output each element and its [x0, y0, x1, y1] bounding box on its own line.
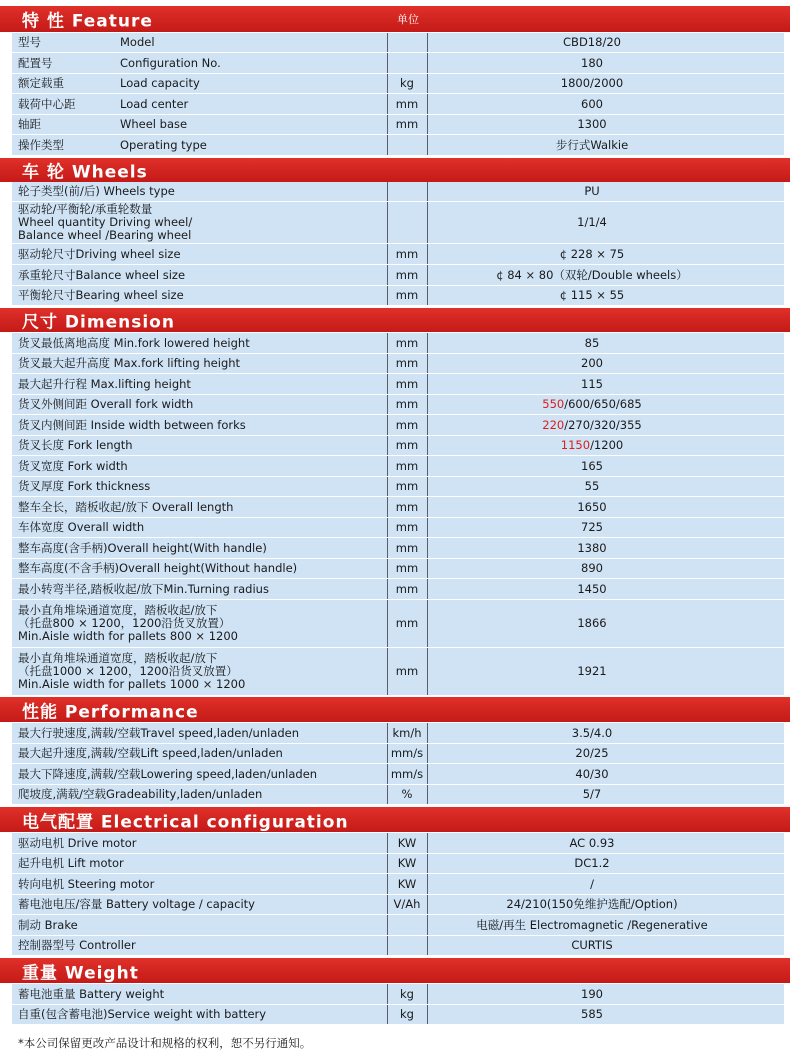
- row-value: 1921: [577, 664, 607, 678]
- table-row: [12, 456, 784, 477]
- row-value: 165: [581, 458, 603, 473]
- row-unit: mm: [395, 356, 419, 370]
- row-value: DC1.2: [574, 856, 610, 870]
- row-unit: [387, 915, 427, 935]
- table-row: [12, 182, 784, 202]
- table-row: [12, 1005, 784, 1025]
- row-label: 承重轮尺寸Balance wheel size: [18, 267, 186, 282]
- value-rest: /1200: [590, 438, 624, 452]
- row-value: 电磁/再生 Electromagnetic /Regenerative: [476, 917, 708, 932]
- row-unit: [387, 33, 427, 52]
- row-label: 驱动轮/平衡轮/承重轮数量 Wheel quantity Driving wheel/ Balance wheel /Bearing wheel: [18, 202, 193, 242]
- row-value: 600: [581, 96, 603, 111]
- row-label-wrap: [18, 648, 384, 695]
- row-label: 控制器型号 Controller: [18, 938, 136, 952]
- row-label: 货叉长度 Fork length: [18, 438, 133, 452]
- row-label-cn: 额定载重: [18, 76, 64, 90]
- row-value: ¢ 228 × 75: [559, 246, 625, 261]
- row-value: 步行式Walkie: [555, 137, 629, 152]
- row-label: 整车高度(含手柄)Overall height(With handle): [18, 540, 267, 555]
- row-unit: %: [401, 787, 413, 801]
- row-unit: mm: [395, 499, 419, 514]
- table-row: [12, 833, 784, 854]
- row-label: 车体宽度 Overall width: [18, 520, 145, 534]
- row-value: 890: [581, 561, 603, 575]
- table-row: [12, 374, 784, 395]
- row-value: 1300: [577, 117, 607, 131]
- row-value: PU: [584, 184, 600, 198]
- row-unit: KW: [397, 876, 417, 891]
- table-row: [12, 497, 784, 518]
- section-header-dimension: [0, 308, 790, 332]
- table-row: [12, 559, 784, 579]
- row-unit: [387, 936, 427, 955]
- row-value: 200: [581, 356, 603, 370]
- row-value: 585: [581, 1007, 603, 1021]
- row-unit: V/Ah: [393, 897, 421, 911]
- row-label: 最大起升行程 Max.lifting height: [18, 376, 191, 391]
- table-row: [12, 648, 784, 696]
- row-value: 5/7: [582, 787, 602, 801]
- table-row: [12, 265, 784, 286]
- row-value: [428, 415, 756, 435]
- section-header-feature: [0, 6, 790, 32]
- row-value: 180: [581, 55, 603, 70]
- row-label-en: Configuration No.: [120, 55, 221, 70]
- row-unit: mm: [395, 397, 419, 411]
- row-label: 爬坡度,满载/空载Gradeability,laden/unladen: [18, 787, 263, 801]
- row-unit: mm: [395, 438, 419, 452]
- value-rest: /270/320/355: [564, 417, 642, 432]
- row-unit: mm: [395, 288, 419, 302]
- table-row: [12, 333, 784, 354]
- table-row: [12, 874, 784, 895]
- row-value: 85: [584, 335, 600, 350]
- table-row: [12, 286, 784, 306]
- row-unit: mm: [395, 267, 419, 282]
- row-value: ¢ 115 × 55: [559, 288, 625, 302]
- table-row: [12, 579, 784, 600]
- row-label: 蓄电池重量 Battery weight: [18, 986, 165, 1001]
- row-value: 115: [581, 376, 603, 391]
- section-title: 车 轮 Wheels: [22, 162, 148, 183]
- section-header-weight: [0, 958, 790, 983]
- table-row: [12, 854, 784, 874]
- row-value: 725: [581, 520, 603, 534]
- row-unit: mm: [395, 664, 419, 678]
- row-value: CURTIS: [571, 938, 613, 952]
- table-row: [12, 785, 784, 805]
- section-title: 重量 Weight: [22, 963, 139, 983]
- table-row: [12, 600, 784, 648]
- table-row: [12, 518, 784, 538]
- value-highlight: 220: [542, 417, 565, 432]
- section-header-performance: [0, 697, 790, 722]
- row-label-wrap: [18, 202, 384, 243]
- row-unit: kg: [400, 1007, 414, 1021]
- row-label: 货叉最大起升高度 Max.fork lifting height: [18, 356, 241, 370]
- row-unit: kg: [400, 986, 414, 1001]
- row-label: 最小直角堆垛通道宽度，踏板收起/放下 （托盘800 × 1200，1200沿货叉放置） Min.Aisle width for pallets 800 × 1200: [18, 603, 238, 643]
- row-label: 整车全长，踏板收起/放下 Overall length: [18, 499, 234, 514]
- row-value: 1866: [577, 616, 607, 630]
- section-title: 电气配置 Electrical configuration: [22, 812, 349, 832]
- row-value: 55: [584, 479, 600, 493]
- row-unit: mm: [395, 335, 419, 350]
- footnote: *本公司保留更改产品设计和规格的权利，恕不另行通知。: [18, 1036, 312, 1050]
- value-highlight: 550: [542, 397, 565, 411]
- row-unit: mm: [395, 376, 419, 391]
- table-row: [12, 415, 784, 436]
- table-row: [12, 764, 784, 785]
- row-label-wrap: [18, 600, 384, 647]
- row-value: 190: [581, 986, 603, 1001]
- table-row: [12, 53, 784, 74]
- row-label: 货叉厚度 Fork thickness: [18, 479, 151, 493]
- row-unit: mm: [395, 561, 419, 575]
- row-label: 货叉最低离地高度 Min.fork lowered height: [18, 335, 250, 350]
- row-label: 最大起升速度,满载/空载Lift speed,laden/unladen: [18, 746, 283, 760]
- row-unit: [387, 135, 427, 155]
- row-value: [428, 395, 756, 414]
- row-value: CBD18/20: [563, 35, 621, 49]
- row-label-cn: 载荷中心距: [18, 96, 76, 111]
- row-unit: mm/s: [390, 746, 424, 760]
- row-label-en: Load center: [120, 96, 189, 111]
- table-row: [12, 94, 784, 115]
- row-label: 转向电机 Steering motor: [18, 876, 155, 891]
- section-title: 尺寸 Dimension: [22, 312, 175, 333]
- row-value: 1800/2000: [560, 76, 624, 90]
- row-label-en: Load capacity: [120, 76, 200, 90]
- table-row: [12, 477, 784, 497]
- table-row: [12, 538, 784, 559]
- row-value: [428, 436, 756, 455]
- row-label-cn: 型号: [18, 35, 41, 49]
- table-row: [12, 895, 784, 915]
- row-unit: mm: [395, 540, 419, 555]
- table-row: [12, 115, 784, 135]
- row-label: 货叉宽度 Fork width: [18, 458, 128, 473]
- row-unit: kg: [400, 76, 414, 90]
- row-unit: mm: [395, 417, 419, 432]
- row-unit: mm: [395, 616, 419, 630]
- row-label: 货叉外侧间距 Overall fork width: [18, 397, 194, 411]
- row-label-en: Operating type: [120, 137, 207, 152]
- row-unit: [387, 53, 427, 73]
- table-row: [12, 74, 784, 94]
- table-row: [12, 984, 784, 1005]
- row-label-en: Model: [120, 35, 155, 49]
- row-unit: km/h: [392, 725, 422, 740]
- row-label-cn: 配置号: [18, 55, 53, 70]
- section-header-wheels: [0, 158, 790, 182]
- row-unit: [387, 182, 427, 201]
- row-label: 驱动轮尺寸Driving wheel size: [18, 246, 181, 261]
- row-value: 20/25: [575, 746, 609, 760]
- row-label: 最大下降速度,满载/空载Lowering speed,laden/unladen: [18, 766, 318, 781]
- row-unit: mm: [395, 458, 419, 473]
- table-row: [12, 723, 784, 744]
- unit-column-heading: 单位: [397, 13, 419, 26]
- row-unit: mm: [395, 581, 419, 596]
- row-value: 1650: [577, 499, 607, 514]
- row-unit: mm: [395, 246, 419, 261]
- row-value: /: [590, 876, 594, 891]
- row-unit: mm: [395, 520, 419, 534]
- row-label-cn: 操作类型: [18, 137, 64, 152]
- row-label: 轮子类型(前/后) Wheels type: [18, 184, 175, 198]
- table-row: [12, 744, 784, 764]
- row-label: 平衡轮尺寸Bearing wheel size: [18, 288, 184, 302]
- row-unit: [387, 202, 427, 243]
- row-unit: KW: [397, 856, 417, 870]
- row-label: 自重(包含蓄电池)Service weight with battery: [18, 1007, 267, 1021]
- table-row: [12, 33, 784, 53]
- table-row: [12, 244, 784, 265]
- row-label: 制动 Brake: [18, 917, 78, 932]
- row-label: 最小转弯半径,踏板收起/放下Min.Turning radius: [18, 581, 269, 596]
- row-label: 最小直角堆垛通道宽度，踏板收起/放下 （托盘1000 × 1200，1200沿货叉放置） Min.Aisle width for pallets 1000 × 1200: [18, 651, 246, 691]
- row-label: 货叉内侧间距 Inside width between forks: [18, 417, 246, 432]
- table-row: [12, 936, 784, 956]
- table-row: [12, 915, 784, 936]
- row-value: AC 0.93: [569, 835, 615, 850]
- row-value: 1/1/4: [577, 215, 607, 229]
- row-value: ¢ 84 × 80（双轮/Double wheels）: [496, 267, 688, 282]
- row-unit: mm: [395, 96, 419, 111]
- row-value: 24/210(150免维护选配/Option): [506, 897, 678, 911]
- row-unit: mm: [395, 117, 419, 131]
- row-value: 3.5/4.0: [571, 725, 613, 740]
- row-value: 1450: [577, 581, 607, 596]
- row-unit: KW: [397, 835, 417, 850]
- row-label: 整车高度(不含手柄)Overall height(Without handle): [18, 561, 298, 575]
- row-value: 40/30: [575, 766, 609, 781]
- section-title: 性能 Performance: [22, 702, 199, 722]
- row-label-en: Wheel base: [120, 117, 188, 131]
- table-row: [12, 395, 784, 415]
- value-rest: /600/650/685: [564, 397, 642, 411]
- row-value: 1380: [577, 540, 607, 555]
- table-row: [12, 436, 784, 456]
- section-header-electrical: [0, 807, 790, 832]
- row-label: 最大行驶速度,满载/空载Travel speed,laden/unladen: [18, 725, 300, 740]
- value-highlight: 1150: [560, 438, 591, 452]
- row-label: 驱动电机 Drive motor: [18, 835, 137, 850]
- row-label-cn: 轴距: [18, 117, 41, 131]
- row-unit: mm/s: [390, 766, 424, 781]
- table-row: [12, 202, 784, 244]
- table-row: [12, 135, 784, 156]
- row-label: 起升电机 Lift motor: [18, 856, 124, 870]
- row-unit: mm: [395, 479, 419, 493]
- row-label: 蓄电池电压/容量 Battery voltage / capacity: [18, 897, 255, 911]
- table-row: [12, 354, 784, 374]
- section-title: 特 性 Feature: [22, 11, 153, 32]
